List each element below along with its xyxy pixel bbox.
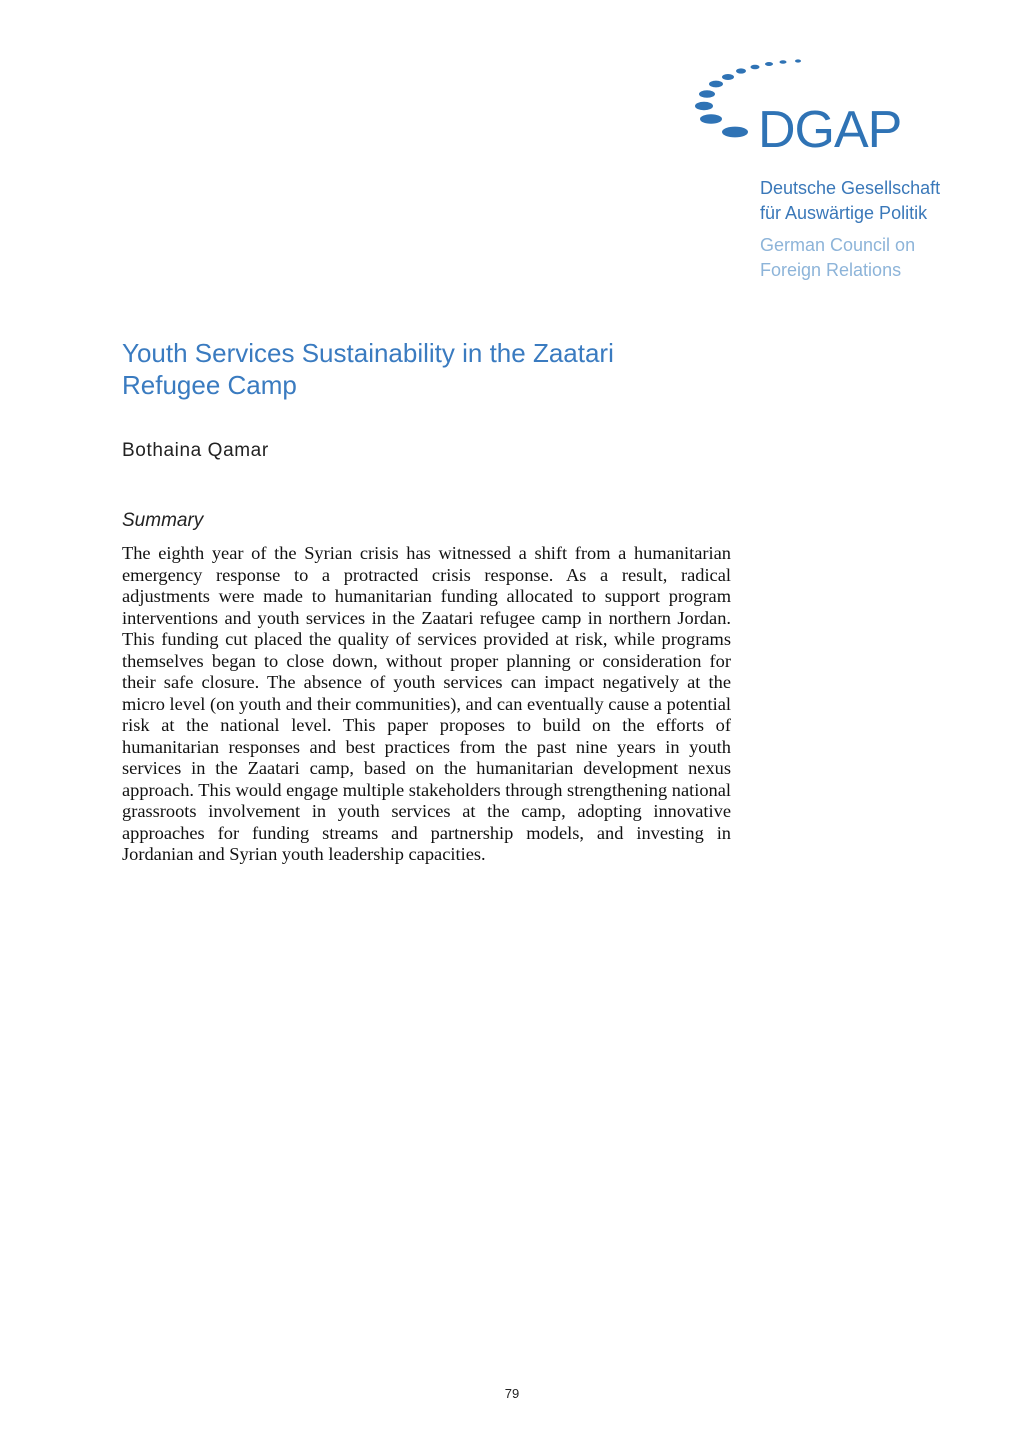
summary-heading: Summary [122, 510, 204, 531]
dgap-wordmark: DGAP [758, 101, 902, 159]
org-name-english-line-2: Foreign Relations [760, 260, 902, 280]
org-name-english-line-1: German Council on [760, 235, 916, 255]
dgap-logo [680, 52, 1000, 292]
summary-paragraph: The eighth year of the Syrian crisis has witnessed a shift from a humanitarian emergency response to a protracted crisis response. As a result, radical adjustments were made to humanitarian funding allocated to support program interventions and youth services in the Zaatari refugee camp in northern Jordan. This funding cut placed the quality of services provided at risk, while programs themselves began to close down, without proper planning or consideration for their safe closure. The absence of youth services can impact negatively at the micro level (on youth and their communities), and can eventually cause a potential risk at the national level. This paper proposes to build on the efforts of humanitarian responses and best practices from the past nine years in youth services in the Zaatari camp, based on the humanitarian development nexus approach. This would engage multiple stakeholders through strengthening national grassroots involvement in youth services at the camp, adopting innovative approaches for funding streams and partnership models, and investing in Jordanian and Syrian youth leadership capacities. [122, 543, 731, 864]
article-title: Youth Services Sustainability in the Zaatari Refugee Camp [122, 338, 614, 400]
org-name-german-line-2: für Auswärtige Politik [760, 203, 928, 223]
author-name: Bothaina Qamar [122, 440, 269, 461]
org-name-german-line-1: Deutsche Gesellschaft [760, 178, 941, 198]
page-number: 79 [504, 1386, 520, 1401]
